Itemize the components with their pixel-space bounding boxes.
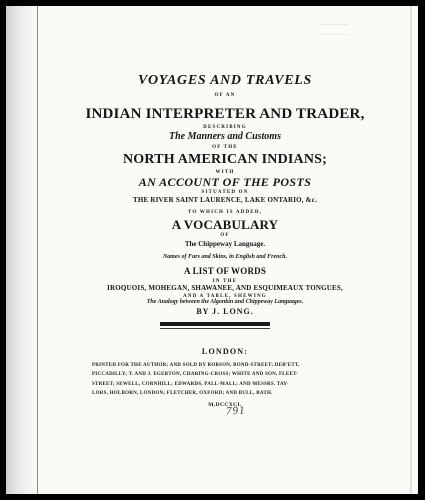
with-connector: WITH — [215, 170, 235, 175]
north-american-indians-heading: NORTH AMERICAN INDIANS; — [122, 152, 327, 167]
chippeway-language-line: The Chippeway Language. — [184, 240, 266, 248]
manners-customs-line: The Manners and Customs — [169, 131, 281, 142]
river-lake-line: THE RIVER SAINT LAURENCE, LAKE ONTARIO, &c. — [133, 196, 317, 204]
author-line: BY J. LONG. — [196, 307, 254, 316]
binding-shadow — [6, 6, 40, 494]
decorative-rule-thin — [160, 328, 270, 329]
furs-skins-line: Names of Furs and Skins, in English and French. — [162, 254, 288, 260]
posts-heading: AN ACCOUNT OF THE POSTS — [138, 175, 312, 189]
list-of-words-heading: A LIST OF WORDS — [183, 266, 267, 276]
handwritten-annotation: 791 — [225, 404, 246, 418]
title-connector-of-an: OF AN — [214, 93, 236, 98]
of-the-connector: OF THE — [212, 145, 238, 150]
bleed-through-mark — [318, 24, 348, 35]
imprint-city: LONDON: — [201, 347, 249, 356]
imprint-block — [92, 361, 362, 398]
spine-edge — [37, 6, 38, 494]
imprint-date: M,DCCXCI. — [208, 402, 242, 408]
page-edge — [409, 6, 412, 494]
added-connector: TO WHICH IS ADDED, — [187, 210, 263, 215]
imprint-line-4: LORS, HOLBORN, LONDON; FLETCHER, OXFORD; AND BULL, BATH. — [92, 390, 273, 396]
decorative-rule — [160, 322, 270, 326]
imprint-line-3: STREET; SEWELL, CORNHILL; EDWARDS, PALL-MALL; AND MESSRS. TAY- — [92, 381, 289, 387]
in-the-connector: IN THE — [212, 279, 238, 284]
tongues-line: IROQUOIS, MOHEGAN, SHAWANEE, AND ESQUIMEAUX TONGUES, — [107, 284, 343, 292]
vocabulary-heading: A VOCABULARY — [171, 217, 279, 232]
describing-connector: DESCRIBING — [203, 125, 247, 130]
imprint-line-1: PRINTED FOR THE AUTHOR; AND SOLD BY ROBSON, BOND-STREET; DEB’ETT, — [92, 363, 300, 368]
table-connector: AND A TABLE, SHEWING — [183, 294, 267, 299]
interpreter-heading: INDIAN INTERPRETER AND TRADER, — [85, 106, 365, 122]
main-title: VOYAGES AND TRAVELS — [137, 73, 313, 88]
analogy-line: The Analogy between the Algonkin and Chippeway Languages. — [146, 299, 304, 305]
situated-on-connector: SITUATED ON — [201, 190, 249, 195]
imprint-line-2: PICCADILLY; T. AND J. EGERTON, CHARING-CROSS; WHITE AND SON, FLEET- — [92, 372, 299, 378]
of-connector: OF — [220, 233, 230, 238]
